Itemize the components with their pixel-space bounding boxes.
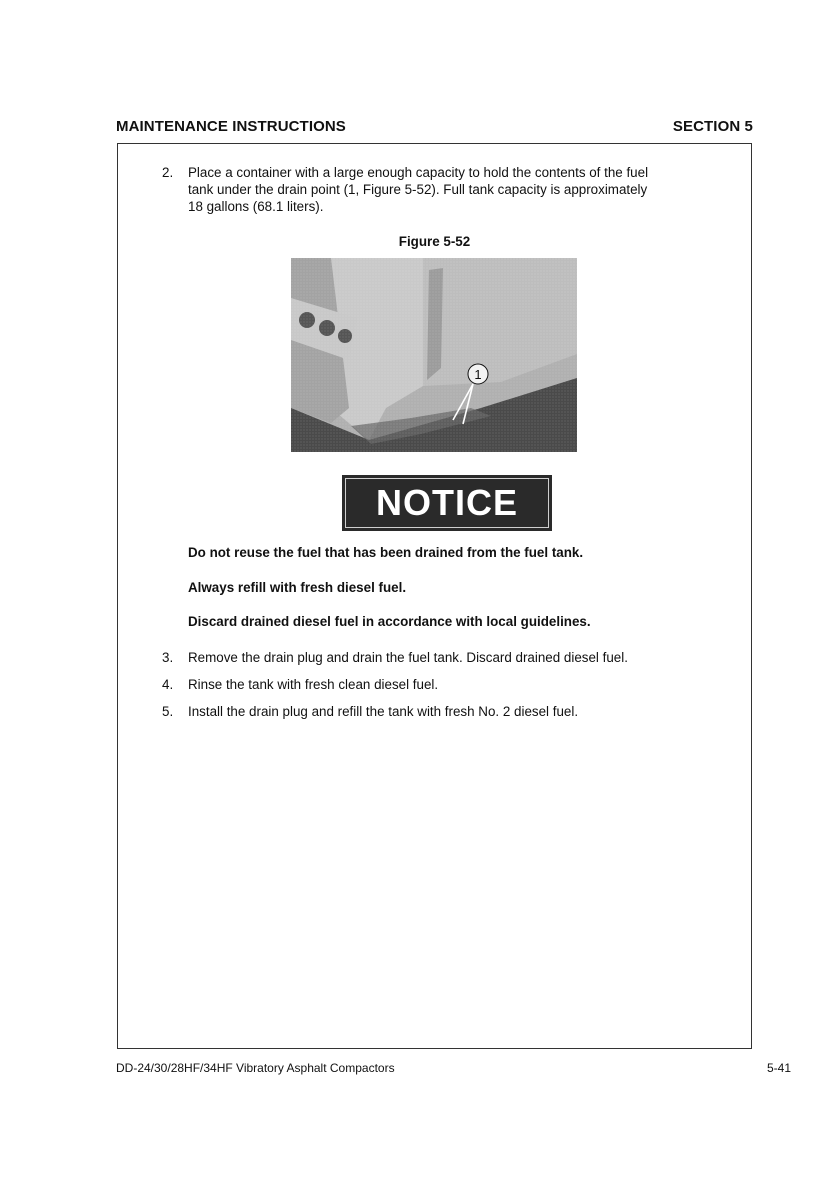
step-number: 4. [162,677,174,692]
notice-line: Always refill with fresh diesel fuel. [188,580,407,595]
step-3 [162,649,702,666]
step-text: Remove the drain plug and drain the fuel tank. Discard drained diesel fuel. [188,650,628,665]
step-text-line: tank under the drain point (1, Figure 5-52). Full tank capacity is approximately [188,182,648,197]
section-title: MAINTENANCE INSTRUCTIONS [116,118,346,135]
step-2 [162,164,702,215]
step-5 [162,703,702,720]
footer-title: DD-24/30/28HF/34HF Vibratory Asphalt Compactors [116,1061,395,1075]
step-number: 2. [162,165,174,180]
section-number: SECTION 5 [672,118,753,135]
notice-label: NOTICE [375,482,518,523]
step-4 [162,676,702,693]
step-number: 3. [162,650,174,665]
step-text: Rinse the tank with fresh clean diesel fuel. [188,677,439,692]
step-text-line: 18 gallons (68.1 liters). [188,199,324,214]
step-number: 5. [162,704,174,719]
figure-title: Figure 5-52 [398,234,471,249]
callout-number: 1 [474,367,482,382]
fuel-tank-drain-illustration [291,258,577,452]
step-text: Install the drain plug and refill the tank with fresh No. 2 diesel fuel. [188,704,579,719]
fuel-tank-photo [291,258,577,452]
step-text-line: Place a container with a large enough capacity to hold the contents of the fuel [188,165,649,180]
page-number: 5-41 [766,1061,791,1075]
notice-line: Discard drained diesel fuel in accordance with local guidelines. [188,614,591,629]
notice-banner [342,475,552,531]
notice-line: Do not reuse the fuel that has been drained from the fuel tank. [188,545,584,560]
